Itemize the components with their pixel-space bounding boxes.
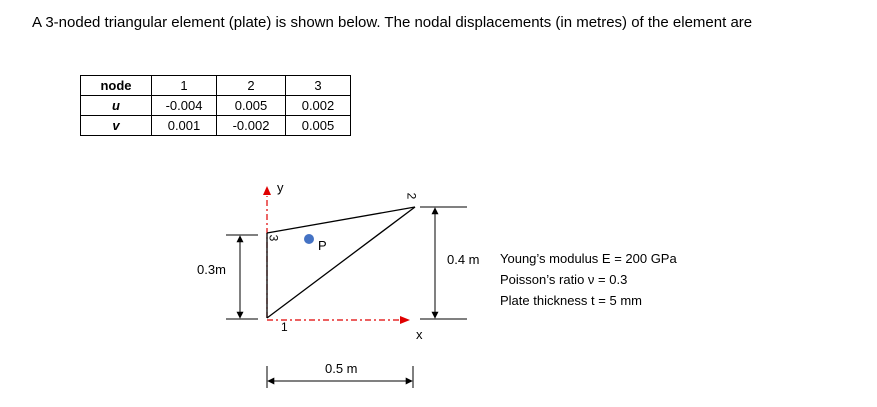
row-label-v: v [81, 116, 152, 136]
dim-right-label: 0.4 m [447, 252, 480, 267]
v-node-3: 0.005 [286, 116, 351, 136]
point-p-label: P [318, 238, 327, 253]
point-p-marker [304, 234, 314, 244]
x-axis-arrow-icon [400, 316, 410, 324]
material-properties [500, 248, 677, 311]
y-axis-label: y [277, 180, 284, 195]
youngs-modulus: Young’s modulus E = 200 GPa [500, 251, 677, 266]
row-label-u: u [81, 96, 152, 116]
node-2-label: 2 [404, 192, 419, 200]
u-node-2: 0.005 [217, 96, 286, 116]
table-header-node-2: 2 [217, 76, 286, 96]
plate-thickness: Plate thickness t = 5 mm [500, 293, 642, 308]
table-header-node-1: 1 [152, 76, 217, 96]
v-node-1: 0.001 [152, 116, 217, 136]
v-node-2: -0.002 [217, 116, 286, 136]
table-header-node-3: 3 [286, 76, 351, 96]
problem-statement: A 3-noded triangular element (plate) is shown below. The nodal displacements (in metres) of the element are [32, 14, 753, 31]
x-axis-label: x [416, 327, 423, 342]
edge-3-2 [267, 207, 415, 233]
dim-bottom-label: 0.5 m [325, 361, 358, 376]
y-axis-arrow-icon [263, 186, 271, 195]
u-node-1: -0.004 [152, 96, 217, 116]
node-1-label: 1 [281, 320, 288, 334]
table-header-node: node [81, 76, 152, 96]
node-3-label: 3 [266, 234, 281, 242]
dim-left-label: 0.3m [197, 262, 226, 277]
poissons-ratio: Poisson’s ratio ν = 0.3 [500, 272, 628, 287]
edge-1-2 [267, 207, 415, 318]
u-node-3: 0.002 [286, 96, 351, 116]
